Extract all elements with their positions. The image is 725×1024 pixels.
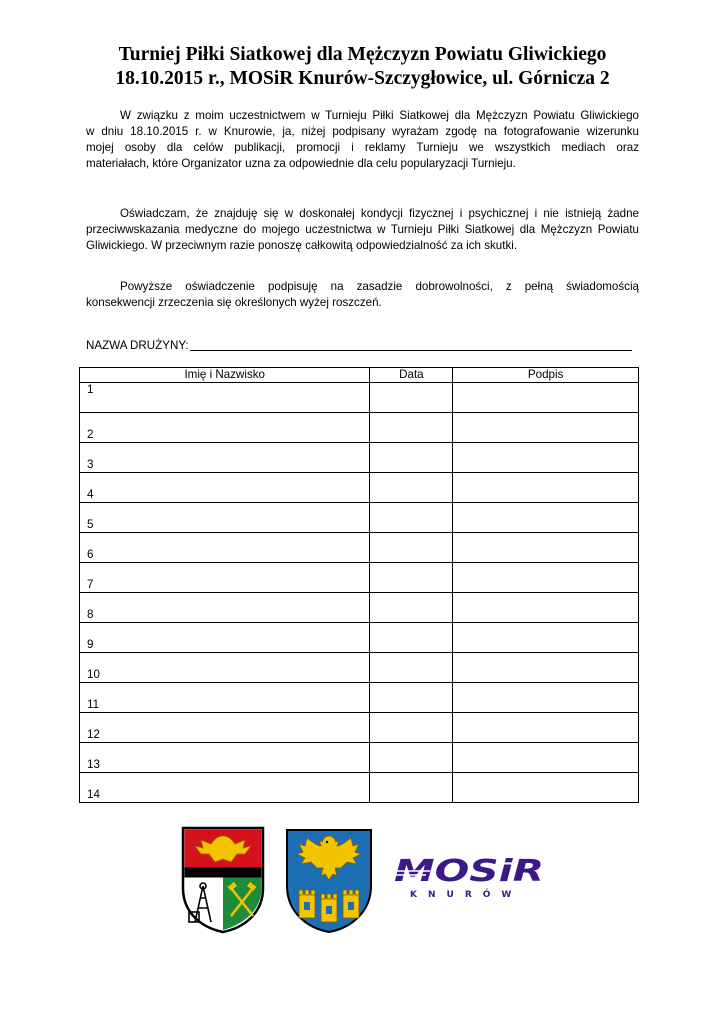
row-number[interactable]: 3: [80, 443, 370, 473]
signature-table: [79, 367, 639, 803]
date-cell[interactable]: [370, 623, 453, 653]
paragraph-line: konsekwencji zrzeczenia się określonych wyżej roszczeń.: [86, 296, 382, 309]
row-number[interactable]: 9: [80, 623, 370, 653]
row-number[interactable]: 5: [80, 503, 370, 533]
date-cell[interactable]: [370, 713, 453, 743]
paragraph-line: przeciwwskazania medyczne do mojego uczestnictwa w Turnieju Piłki Siatkowej dla Mężczyzn Powiatu: [86, 223, 639, 236]
row-number[interactable]: 6: [80, 533, 370, 563]
signature-cell[interactable]: [453, 653, 639, 683]
document-title-line1: Turniej Piłki Siatkowej dla Mężczyzn Powiatu Gliwickiego: [118, 44, 607, 65]
row-number[interactable]: 13: [80, 743, 370, 773]
row-number[interactable]: 1: [80, 383, 370, 413]
date-cell[interactable]: [370, 383, 453, 413]
date-cell[interactable]: [370, 533, 453, 563]
table-row: [80, 743, 639, 773]
paragraph-line: Gliwickiego. W przeciwnym razie ponoszę całkowitą odpowiedzialność za ich skutki.: [86, 239, 518, 252]
date-cell[interactable]: [370, 473, 453, 503]
column-header-signature: Podpis: [453, 368, 639, 383]
table-row: [80, 503, 639, 533]
signature-cell[interactable]: [453, 473, 639, 503]
paragraph-line: w dniu 18.10.2015 r. w Knurowie, ja, niżej podpisany wyrażam zgodę na fotografowanie wizerunku: [86, 125, 639, 138]
date-cell[interactable]: [370, 593, 453, 623]
signature-cell[interactable]: [453, 743, 639, 773]
mosir-logo-subtitle: KNURÓW: [410, 890, 523, 900]
signature-cell[interactable]: [453, 533, 639, 563]
date-cell[interactable]: [370, 563, 453, 593]
mosir-logo-text: MOSiR: [394, 855, 544, 889]
row-number[interactable]: 2: [80, 413, 370, 443]
date-cell[interactable]: [370, 683, 453, 713]
signature-cell[interactable]: [453, 773, 639, 803]
column-header-date: Data: [370, 368, 453, 383]
knurow-coat-of-arms-icon: [181, 826, 265, 934]
signature-cell[interactable]: [453, 563, 639, 593]
row-number[interactable]: 8: [80, 593, 370, 623]
paragraph-line: Oświadczam, że znajduję się w doskonałej kondycji fizycznej i psychicznej i nie istnieją żadne: [120, 207, 639, 220]
paragraph-line: mojej osoby dla celów publikacji, promocji i reklamy Turnieju we wszystkich mediach oraz: [86, 141, 639, 154]
date-cell[interactable]: [370, 413, 453, 443]
row-number[interactable]: 7: [80, 563, 370, 593]
row-number[interactable]: 10: [80, 653, 370, 683]
table-row: [80, 443, 639, 473]
row-number[interactable]: 11: [80, 683, 370, 713]
document-title-line2: 18.10.2015 r., MOSiR Knurów-Szczygłowice, ul. Górnicza 2: [115, 68, 610, 89]
row-number[interactable]: 4: [80, 473, 370, 503]
row-number[interactable]: 12: [80, 713, 370, 743]
date-cell[interactable]: [370, 653, 453, 683]
date-cell[interactable]: [370, 773, 453, 803]
table-row: [80, 533, 639, 563]
table-row: [80, 683, 639, 713]
signature-cell[interactable]: [453, 443, 639, 473]
table-row: [80, 473, 639, 503]
signature-cell[interactable]: [453, 593, 639, 623]
table-row: [80, 383, 639, 413]
date-cell[interactable]: [370, 503, 453, 533]
team-name-field[interactable]: [190, 350, 632, 351]
logo-strip: [0, 826, 725, 936]
signature-cell[interactable]: [453, 713, 639, 743]
table-row: [80, 713, 639, 743]
signature-cell[interactable]: [453, 623, 639, 653]
voluntary-paragraph: [86, 279, 639, 311]
table-row: [80, 413, 639, 443]
table-row: [80, 773, 639, 803]
table-row: [80, 653, 639, 683]
row-number[interactable]: 14: [80, 773, 370, 803]
team-name-label: NAZWA DRUŻYNY:: [86, 339, 189, 352]
mosir-logo-icon: [390, 855, 550, 905]
paragraph-line: W związku z moim uczestnictwem w Turnieju Piłki Siatkowej dla Mężczyzn Powiatu Gliwickiego: [120, 109, 639, 122]
column-header-name: Imię i Nazwisko: [80, 368, 370, 383]
paragraph-line: materiałach, które Organizator uzna za odpowiednie dla celu popularyzacji Turnieju.: [86, 157, 516, 170]
table-row: [80, 593, 639, 623]
silesia-coat-of-arms-icon: [285, 828, 373, 934]
signature-cell[interactable]: [453, 383, 639, 413]
signature-cell[interactable]: [453, 413, 639, 443]
signature-cell[interactable]: [453, 683, 639, 713]
date-cell[interactable]: [370, 743, 453, 773]
paragraph-line: Powyższe oświadczenie podpisuję na zasadzie dobrowolności, z pełną świadomością: [120, 280, 639, 293]
health-statement-paragraph: [86, 206, 639, 254]
table-header-row: [80, 368, 639, 383]
date-cell[interactable]: [370, 443, 453, 473]
signature-cell[interactable]: [453, 503, 639, 533]
table-row: [80, 563, 639, 593]
consent-paragraph: [86, 108, 639, 172]
table-row: [80, 623, 639, 653]
